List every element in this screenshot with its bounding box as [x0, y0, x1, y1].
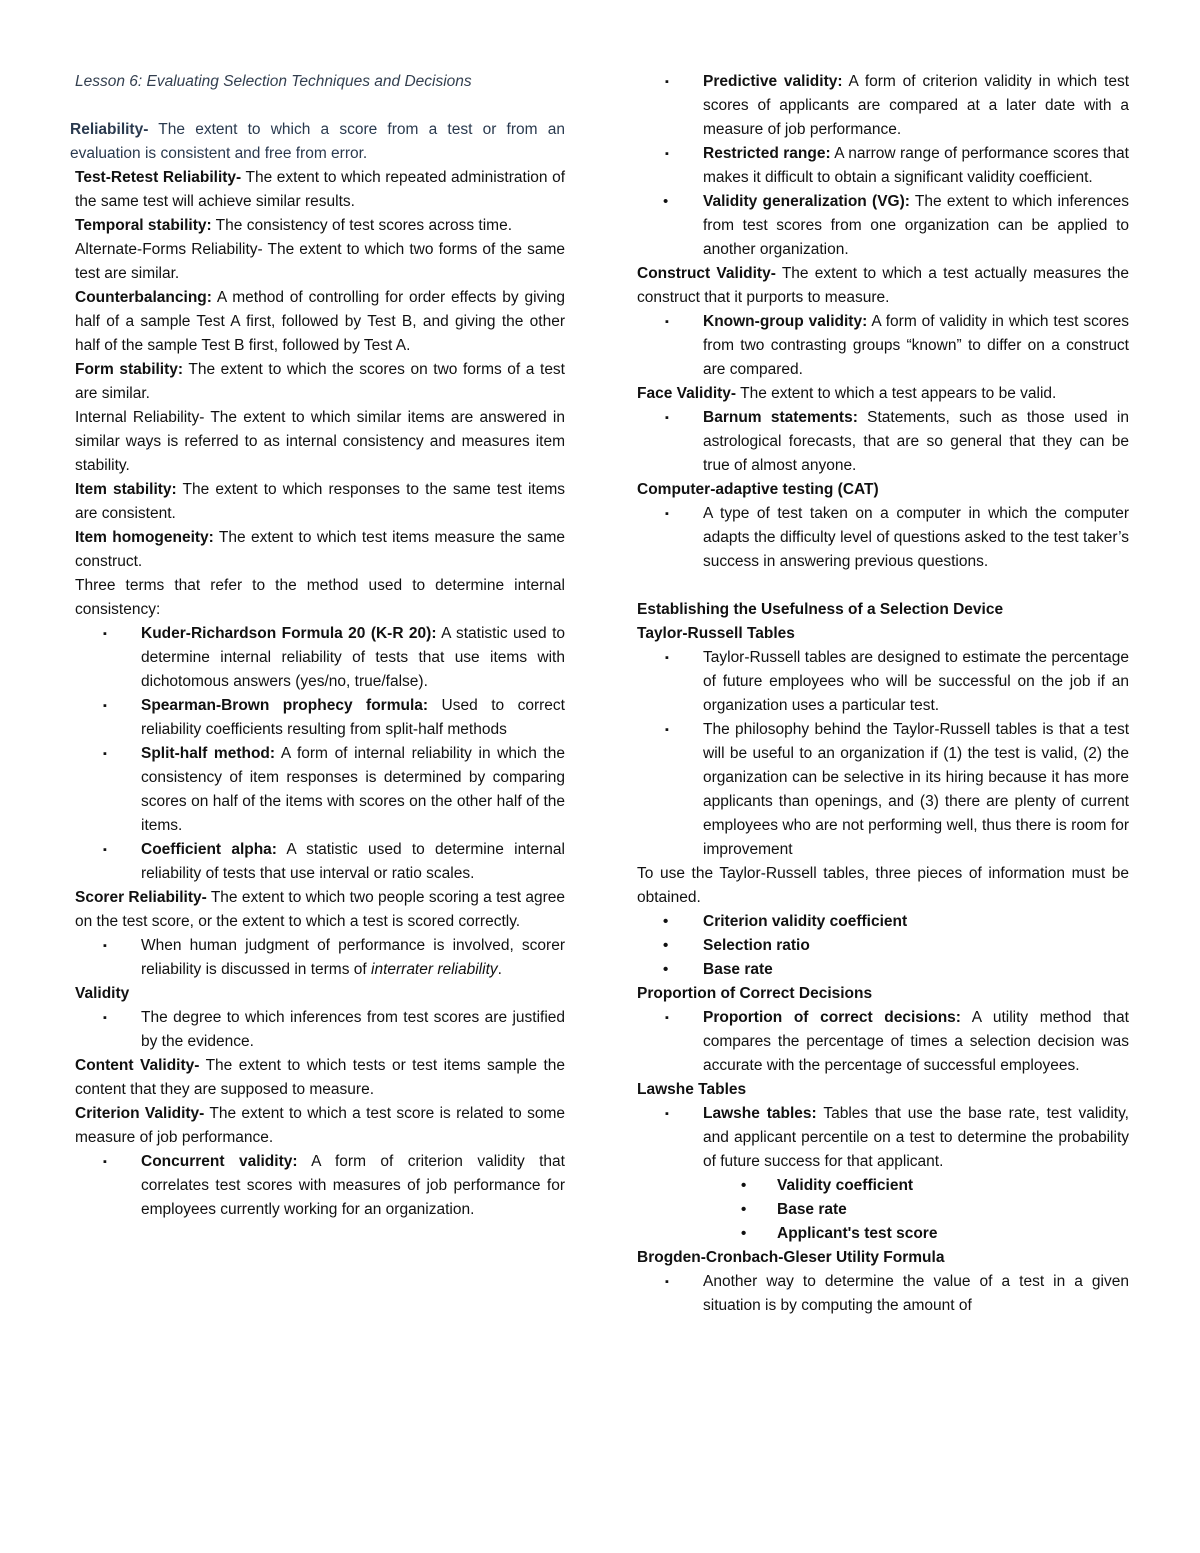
definition: The extent to which repeated administration of the same test will achieve similar results.	[75, 169, 565, 210]
definition: A form of validity in which test scores from two contrasting groups “known” to differ on a construct are compared.	[703, 313, 1129, 378]
definition: The extent to which tests or test items sample the content that they are supposed to measure.	[75, 1057, 565, 1098]
square-bullet-icon: ▪	[665, 316, 669, 328]
term: Form stability:	[75, 361, 184, 378]
definition: A narrow range of performance scores that makes it difficult to obtain a significant validity coefficient.	[703, 145, 1129, 186]
term: Item stability:	[75, 481, 177, 498]
known-group-bullet	[637, 310, 1129, 382]
reliability-entry	[70, 118, 565, 166]
term: Counterbalancing:	[75, 289, 212, 306]
temporal-stability-entry	[75, 214, 565, 238]
cat-bullet	[637, 502, 1129, 574]
term: Spearman-Brown prophecy formula:	[141, 697, 429, 714]
square-bullet-icon: ▪	[665, 1012, 669, 1024]
lawshe-item	[637, 1174, 1129, 1198]
lawshe-heading: Lawshe Tables	[637, 1081, 747, 1098]
concurrent-validity-bullet	[75, 1150, 565, 1222]
square-bullet-icon: ▪	[103, 1012, 107, 1024]
square-bullet-icon: ▪	[103, 1156, 107, 1168]
validity-heading: Validity	[75, 985, 130, 1002]
test-retest-entry	[75, 166, 565, 214]
round-bullet-icon: •	[663, 913, 669, 930]
criterion-validity-entry	[75, 1102, 565, 1150]
item-text: Validity coefficient	[777, 1177, 914, 1194]
term: Content Validity-	[75, 1057, 200, 1074]
definition: Statements, such as those used in astrological forecasts, that are so general that they can be true of almost anyone.	[703, 409, 1130, 474]
usefulness-heading: Establishing the Usefulness of a Selection Device	[637, 601, 1004, 618]
square-bullet-icon: ▪	[103, 700, 107, 712]
taylor-item	[637, 910, 1129, 934]
definition: The extent to which a test actually measures the construct that it purports to measure.	[637, 265, 1129, 306]
taylor-item	[637, 934, 1129, 958]
face-validity-entry	[637, 382, 1129, 406]
barnum-bullet	[637, 406, 1129, 478]
term: Scorer Reliability-	[75, 889, 207, 906]
lawshe-item	[637, 1222, 1129, 1246]
coefficient-alpha-bullet	[75, 838, 565, 886]
term: Face Validity-	[637, 385, 737, 402]
brogden-bullet	[637, 1270, 1129, 1318]
left-column	[70, 70, 566, 1222]
square-bullet-icon: ▪	[103, 628, 107, 640]
square-bullet-icon: ▪	[665, 148, 669, 160]
taylor-russell-heading: Taylor-Russell Tables	[637, 625, 795, 642]
predictive-validity-bullet	[637, 70, 1129, 142]
italic-term: interrater reliability	[371, 961, 498, 978]
lawshe-item	[637, 1198, 1129, 1222]
term: Coefficient alpha:	[141, 841, 277, 858]
spacer	[637, 574, 1129, 598]
item-text: Criterion validity coefficient	[703, 913, 908, 930]
square-bullet-icon: ▪	[103, 844, 107, 856]
bullet-text: A type of test taken on a computer in which the computer adapts the difficulty level of questions asked to the test taker’s success in answering previous questions.	[703, 505, 1129, 570]
term: Split-half method:	[141, 745, 276, 762]
definition: The extent to which responses to the same test items are consistent.	[75, 481, 565, 522]
counterbalancing-entry	[75, 286, 565, 358]
term: Lawshe tables:	[703, 1105, 817, 1122]
term: Known-group validity:	[703, 313, 868, 330]
alternate-forms-entry: Alternate-Forms Reliability- The extent to which two forms of the same test are similar.	[75, 241, 565, 282]
restricted-range-bullet	[637, 142, 1129, 190]
construct-validity-entry	[637, 262, 1129, 310]
round-bullet-icon: •	[663, 193, 669, 210]
square-bullet-icon: ▪	[665, 1276, 669, 1288]
definition: The extent to which a score from a test or from an evaluation is consistent and free from error.	[70, 121, 565, 162]
item-homogeneity-entry	[75, 526, 565, 574]
round-bullet-icon: •	[663, 961, 669, 978]
definition: A form of criterion validity that correlates test scores with measures of job performance for employees currently working for an organization.	[141, 1153, 565, 1218]
item-stability-entry	[75, 478, 565, 526]
proportion-heading: Proportion of Correct Decisions	[637, 985, 873, 1002]
kr20-bullet	[75, 622, 565, 694]
bullet-text: The degree to which inferences from test scores are justified by the evidence.	[141, 1009, 565, 1050]
definition: A form of internal reliability in which the consistency of item responses is determined by comparing scores on half of the items with scores on the other half of the items.	[141, 745, 565, 834]
term: Validity generalization (VG):	[703, 193, 910, 210]
term: Kuder-Richardson Formula 20 (K-R 20):	[141, 625, 437, 642]
definition: The extent to which inferences from test scores from one organization can be applied to another organization.	[703, 193, 1129, 258]
bullet-text: Another way to determine the value of a test in a given situation is by computing the amount of	[703, 1273, 1129, 1314]
definition: Used to correct reliability coefficients resulting from split-half methods	[141, 697, 565, 738]
square-bullet-icon: ▪	[665, 412, 669, 424]
internal-reliability-entry: Internal Reliability- The extent to which similar items are answered in similar ways is referred to as internal consistency and measures item stability.	[75, 409, 565, 474]
validity-bullet	[75, 1006, 565, 1054]
taylor-use-text: To use the Taylor-Russell tables, three pieces of information must be obtained.	[637, 865, 1129, 906]
round-bullet-icon: •	[741, 1177, 747, 1194]
page-title: Lesson 6: Evaluating Selection Techniques and Decisions	[75, 73, 472, 90]
term: Temporal stability:	[75, 217, 212, 234]
definition: The extent to which the scores on two forms of a test are similar.	[75, 361, 565, 402]
definition: The extent to which a test appears to be valid.	[736, 385, 1057, 402]
term: Reliability-	[70, 121, 149, 138]
term: Restricted range:	[703, 145, 831, 162]
square-bullet-icon: ▪	[665, 76, 669, 88]
bullet-end: .	[497, 961, 502, 978]
form-stability-entry	[75, 358, 565, 406]
definition: Tables that use the base rate, test validity, and applicant percentile on a test to determine the probability of future success for that applicant.	[703, 1105, 1129, 1170]
term: Criterion Validity-	[75, 1105, 205, 1122]
square-bullet-icon: ▪	[103, 748, 107, 760]
cat-heading: Computer-adaptive testing (CAT)	[637, 481, 879, 498]
square-bullet-icon: ▪	[665, 1108, 669, 1120]
bullet-text: The philosophy behind the Taylor-Russell tables is that a test will be useful to an organization if (1) the test is valid, (2) the organization can be selective in its hiring because it has more applicants than openings, and (3) there are plenty of current employees who are not performing well, thus there is room for improvement	[703, 721, 1129, 858]
bullet-text: When human judgment of performance is involved, scorer reliability is discussed in terms of	[141, 937, 565, 978]
item-text: Applicant's test score	[777, 1225, 938, 1242]
definition: A form of criterion validity in which test scores of applicants are compared at a later date with a measure of job performance.	[703, 73, 1129, 138]
definition: The consistency of test scores across time.	[211, 217, 513, 234]
taylor-item	[637, 958, 1129, 982]
definition: A statistic used to determine internal reliability of tests that use items with dichotomous answers (yes/no, true/false).	[141, 625, 565, 690]
square-bullet-icon: ▪	[665, 724, 669, 736]
taylor-bullet-2	[637, 718, 1129, 862]
split-half-bullet	[75, 742, 565, 838]
lawshe-bullet	[637, 1102, 1129, 1174]
three-terms-text: Three terms that refer to the method used to determine internal consistency:	[75, 577, 565, 618]
term: Test-Retest Reliability-	[75, 169, 242, 186]
definition: The extent to which two people scoring a test agree on the test score, or the extent to which a test is scored correctly.	[75, 889, 566, 930]
term: Proportion of correct decisions:	[703, 1009, 961, 1026]
item-text: Selection ratio	[703, 937, 810, 954]
definition: A statistic used to determine internal reliability of tests that use interval or ratio scales.	[141, 841, 565, 882]
item-text: Base rate	[703, 961, 773, 978]
definition: The extent to which a test score is related to some measure of job performance.	[75, 1105, 565, 1146]
brogden-heading: Brogden-Cronbach-Gleser Utility Formula	[637, 1249, 945, 1266]
taylor-bullet-1	[637, 646, 1129, 718]
definition: A method of controlling for order effects by giving half of a sample Test A first, followed by Test B, and giving the other half of the sample Test B first, followed by Test A.	[75, 289, 565, 354]
definition: A utility method that compares the percentage of times a selection decision was accurate with the percentage of successful employees.	[703, 1009, 1129, 1074]
term: Predictive validity:	[703, 73, 843, 90]
term: Construct Validity-	[637, 265, 776, 282]
right-column	[637, 70, 1129, 1318]
content-validity-entry	[75, 1054, 565, 1102]
square-bullet-icon: ▪	[665, 508, 669, 520]
term: Concurrent validity:	[141, 1153, 298, 1170]
term: Item homogeneity:	[75, 529, 214, 546]
square-bullet-icon: ▪	[665, 652, 669, 664]
round-bullet-icon: •	[741, 1201, 747, 1218]
round-bullet-icon: •	[663, 937, 669, 954]
term: Barnum statements:	[703, 409, 858, 426]
bullet-text: Taylor-Russell tables are designed to estimate the percentage of future employees who will be successful on the job if an organization uses a particular test.	[703, 649, 1129, 714]
validity-generalization-bullet	[637, 190, 1129, 262]
proportion-bullet	[637, 1006, 1129, 1078]
definition: The extent to which test items measure the same construct.	[75, 529, 565, 570]
square-bullet-icon: ▪	[103, 940, 107, 952]
scorer-reliability-entry	[75, 886, 565, 934]
round-bullet-icon: •	[741, 1225, 747, 1242]
spearman-brown-bullet	[75, 694, 565, 742]
item-text: Base rate	[777, 1201, 847, 1218]
scorer-bullet	[75, 934, 565, 982]
